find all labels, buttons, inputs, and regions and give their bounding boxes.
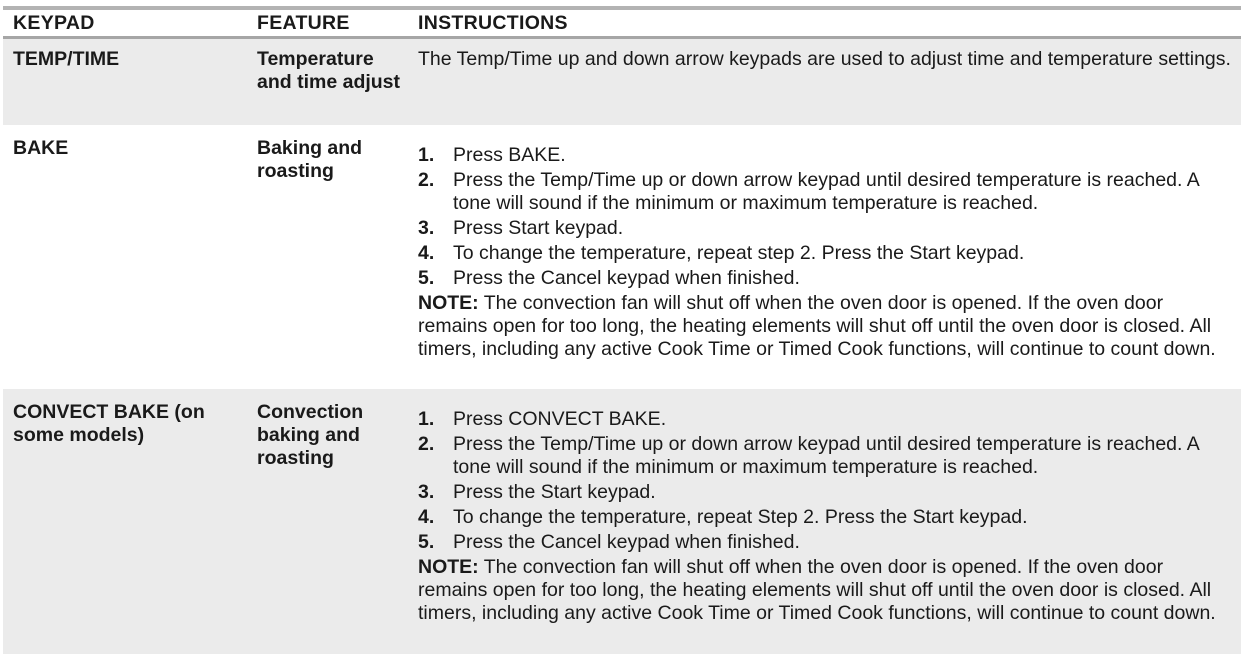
instructions-cell — [418, 144, 1233, 361]
step-item — [418, 267, 1233, 290]
steps-list — [418, 144, 1233, 290]
step-text: Press the Temp/Time up or down arrow keypad until desired temperature is reached. A tone will sound if the minimum or maximum temperature is reached. — [453, 169, 1199, 214]
step-number: 4. — [418, 506, 435, 528]
step-number: 1. — [418, 408, 435, 430]
step-text: Press the Cancel keypad when finished. — [453, 267, 800, 289]
step-text: Press the Cancel keypad when finished. — [453, 531, 800, 553]
feature-name: Temperature and time adjust — [257, 48, 401, 93]
table-row — [3, 39, 1241, 127]
header-instructions: INSTRUCTIONS — [418, 12, 568, 34]
step-item — [418, 506, 1233, 529]
table-row — [3, 389, 1241, 656]
note-paragraph — [418, 292, 1233, 361]
step-text: Press CONVECT BAKE. — [453, 408, 667, 430]
step-item — [418, 169, 1233, 215]
instructions-text: The Temp/Time up and down arrow keypads are used to adjust time and temperature settings. — [418, 48, 1231, 70]
feature-name: Convection baking and roasting — [257, 401, 364, 469]
step-number: 2. — [418, 169, 435, 191]
feature-name: Baking and roasting — [257, 137, 363, 182]
step-text: Press the Temp/Time up or down arrow keypad until desired temperature is reached. A tone will sound if the minimum or maximum temperature is reached. — [453, 433, 1199, 478]
step-text: Press BAKE. — [453, 144, 566, 166]
step-text: Press Start keypad. — [453, 217, 624, 239]
table-header-row — [3, 10, 1241, 39]
step-number: 4. — [418, 242, 435, 264]
step-number: 5. — [418, 267, 435, 289]
header-feature: FEATURE — [257, 12, 350, 34]
step-text: To change the temperature, repeat step 2. Press the Start keypad. — [453, 242, 1025, 264]
step-item — [418, 242, 1233, 265]
keypad-name: CONVECT BAKE (on some models) — [13, 401, 205, 446]
step-number: 2. — [418, 433, 435, 455]
step-item — [418, 531, 1233, 554]
step-text: Press the Start keypad. — [453, 481, 656, 503]
step-number: 5. — [418, 531, 435, 553]
note-text: The convection fan will shut off when the oven door is opened. If the oven door remains open for too long, the heating elements will shut off until the oven door is closed. All timers, including any active Cook Time or Timed Cook functions, will continue to count down. — [418, 292, 1216, 360]
instructions-cell — [418, 408, 1233, 625]
step-number: 1. — [418, 144, 435, 166]
step-item — [418, 144, 1233, 167]
note-label: NOTE: — [418, 556, 479, 578]
note-label: NOTE: — [418, 292, 479, 314]
step-text: To change the temperature, repeat Step 2. Press the Start keypad. — [453, 506, 1028, 528]
step-item — [418, 481, 1233, 504]
step-number: 3. — [418, 217, 435, 239]
step-item — [418, 408, 1233, 431]
keypad-features-table — [3, 6, 1241, 656]
table-row — [3, 127, 1241, 389]
header-keypad: KEYPAD — [13, 12, 95, 34]
keypad-name: BAKE — [13, 137, 69, 159]
step-item — [418, 217, 1233, 240]
keypad-name: TEMP/TIME — [13, 48, 120, 70]
note-paragraph — [418, 556, 1233, 625]
note-text: The convection fan will shut off when the oven door is opened. If the oven door remains open for too long, the heating elements will shut off until the oven door is closed. All timers, including any active Cook Time or Timed Cook functions, will continue to count down. — [418, 556, 1216, 624]
step-item — [418, 433, 1233, 479]
steps-list — [418, 408, 1233, 554]
step-number: 3. — [418, 481, 435, 503]
